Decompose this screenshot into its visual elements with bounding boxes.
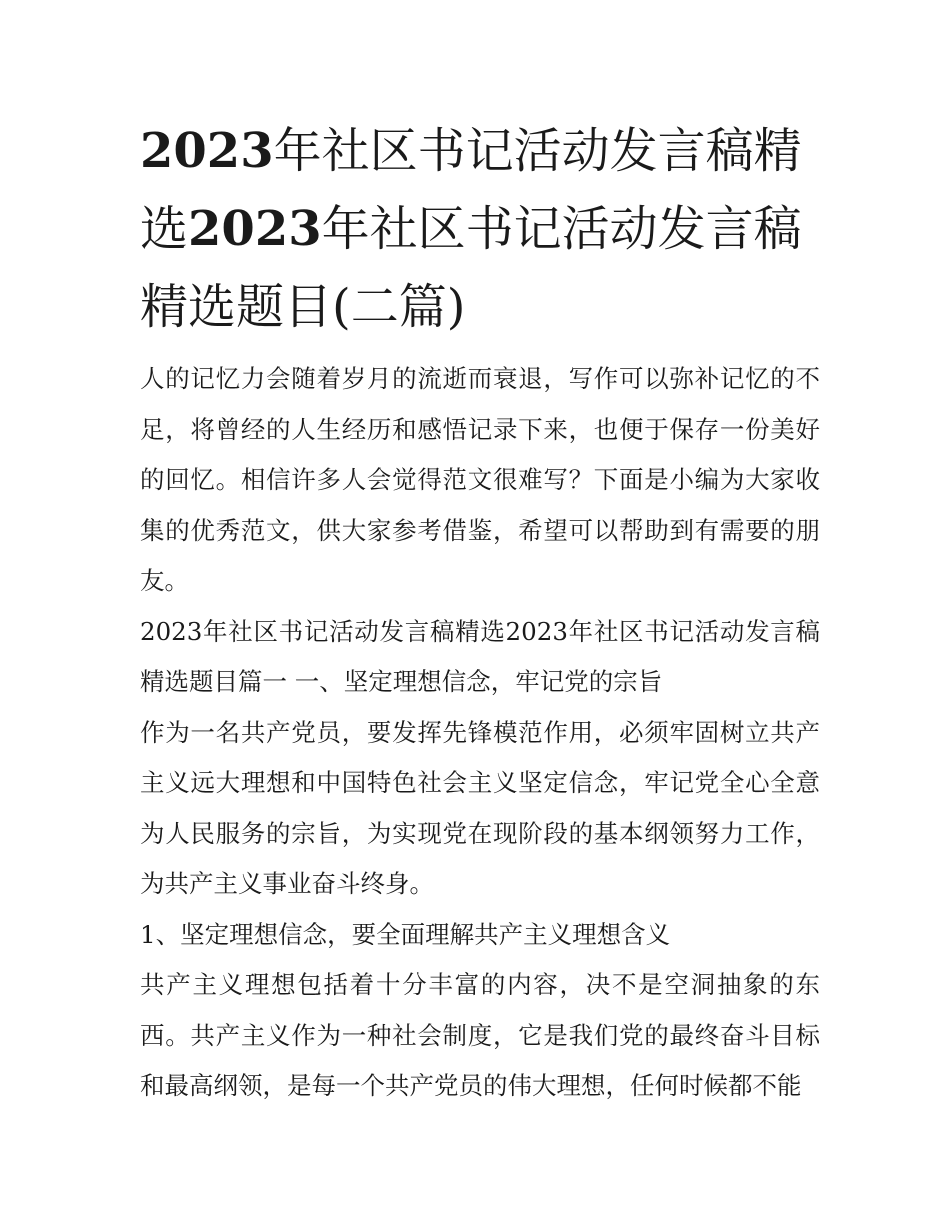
document-body <box>140 354 820 1112</box>
paragraph-heading: 2023年社区书记活动发言稿精选2023年社区书记活动发言稿精选题目篇一 一、坚定理想信念，牢记党的宗旨 <box>140 616 820 696</box>
page-title: 2023年社区书记活动发言稿精选2023年社区书记活动发言稿精选题目(二篇) <box>140 123 802 335</box>
paragraph-intro: 人的记忆力会随着岁月的流逝而衰退，写作可以弥补记忆的不足，将曾经的人生经历和感悟记录下来，也便于保存一份美好的回忆。相信许多人会觉得范文很难写？下面是小编为大家收集的优秀范文，供大家参考借鉴，希望可以帮助到有需要的朋友。 <box>140 364 820 595</box>
paragraph-body: 共产主义理想包括着十分丰富的内容，决不是空洞抽象的东西。共产主义作为一种社会制度，它是我们党的最终奋斗目标和最高纲领，是每一个共产党员的伟大理想，任何时候都不能 <box>140 970 820 1100</box>
paragraph-body: 作为一名共产党员，要发挥先锋模范作用，必须牢固树立共产主义远大理想和中国特色社会主义坚定信念，牢记党全心全意为人民服务的宗旨，为实现党在现阶段的基本纲领努力工作，为共产主义事业奋斗终身。 <box>140 717 820 898</box>
paragraph-subheading: 1、坚定理想信念，要全面理解共产主义理想含义 <box>140 919 671 949</box>
